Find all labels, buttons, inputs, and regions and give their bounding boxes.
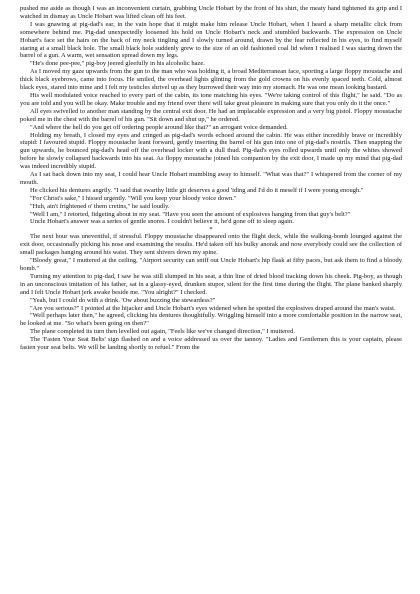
paragraph: The 'Fasten Your Seat Belts' sign flashed on and a voice addressed us over the tannoy. "Ladies and Gentlemen this is your captain, please fasten your seat belts. We will be landing shortly to refuel." From the	[20, 336, 402, 352]
paragraph: The plane completed its turn then levelled out again, "Feels like we've changed direction," I muttered.	[30, 328, 295, 336]
paragraph: "For Christ's sake," I hissed urgently. "Will you keep your bloody voice down."	[30, 194, 237, 202]
paragraph: "He's done pee-pee," pig-boy jeered gleefully in his alcoholic haze.	[30, 60, 205, 68]
paragraph: All eyes swivelled to another man standing by the central exit door. He had an implacable expression and a very big pistol. Floppy moustache poked me in the chest with the barrel of his gun. "Sit down and shut up," he ordered.	[20, 107, 402, 123]
paragraph: His well modulated voice reached to every part of the cabin, its tone matching his eyes. "We're taking control of this flight," he said. "Do as you are told and you will be okay. Make trouble and my friend over there will take great pleasure in making sure that you only do it the once."	[20, 91, 402, 107]
paragraph: Uncle Hobart's answer was a series of gentle snores. I couldn't believe it, he'd gone off to sleep again.	[30, 218, 294, 226]
paragraph: "Are you serious?" I pointed at the hijacker and Uncle Hobart's eyes widened when he spotted the explosives draped around the man's waist.	[30, 304, 396, 312]
paragraph: "Huh, ain't frightened o' them cretins," he said loudly.	[30, 202, 170, 210]
paragraph: "And where the hell do you get off ordering people around like that?" an arrogant voice demanded.	[30, 123, 288, 131]
section-break: *	[209, 226, 213, 234]
paragraph: pushed me aside as though I was an inconvenient curtain, grabbing Uncle Hobart by the front of his shirt, the meaty hand tightened its grip and I watched in dismay as Uncle Hobart was lifted clean off his feet.	[20, 5, 402, 20]
paragraph: As I sat back down into my seat, I could hear Uncle Hobart mumbling away to himself. "What was that?" I whispered from the corner of my mouth.	[20, 171, 402, 186]
paragraph: The next hour was uneventful, if stressful. Floppy moustache disappeared onto the flight deck, while the walking-bomb lounged against the exit door, occasionally picking his nose and examining the results. He'd taken off his bulky anorak and now everybody could see the collection of small packages hanging around his waist. They sent shivers down my spine.	[20, 233, 402, 257]
paragraph: "Yeah, but I could do with a drink. 'Ow about buzzing the stewardess?"	[30, 296, 216, 304]
paragraph: Turning my attention to pig-dad, I saw he was still slumped in his seat, a thin line of dried blood tracking down his cheek. Pig-boy, as though in an unconscious imitation of his father, sat in a glassy-eyed, drunken stupor, silent for the first time during the flight. The plane banked sharply and I felt Uncle Hobart jerk awake beside me. "You alright?" I checked.	[20, 272, 402, 296]
paragraph: Holding my breath, I closed my eyes and cringed as pig-dad's words echoed around the cabin. He was either incredibly brave or incredibly stupid: I favoured stupid. Floppy moustache leant forward, gently inserting the barrel of his gun into one of pig-dad's nostrils. Then snapping the gun upwards, he bounced pig-dad's head off the overhead locker with a dull thud. Pig-dad's eyes rolled upwards until only the whites showed before he slowly collapsed backwards into his seat. As floppy moustache joined his companion by the exit door, I made up my mind that pig-dad was indeed incredibly stupid.	[20, 131, 402, 171]
paragraph: "Well perhaps later then," he agreed, clicking his dentures thoughtfully. Wriggling himself into a more comfortable position in the narrow seat, he looked at me. "So what's been going on then?"	[20, 312, 402, 328]
paragraph: As I moved my gaze upwards from the gun to the man who was holding it, a broad Mediterranean face, sporting a large floppy moustache and thick black eyebrows, came into focus. He smiled, the overhead lights glinting from the gold crowns on his evenly spaced teeth. Cold, almost black eyes, stared into mine and I felt my testicles shrivel up as they burrowed their way into my stomach. He was one mean looking bastard.	[20, 68, 402, 92]
paragraph: "Well I am," I retorted, fidgeting about in my seat. "Have you seen the amount of explosives hanging from that guy's belt?"	[30, 210, 351, 218]
paragraph: I was gnawing at pig-dad's ear, in the vain hope that it might make him release Uncle Hobart, when I heard a sharp metallic click from somewhere behind me. Pig-dad unexpectedly loosened his hold on Uncle Hobart's neck and stumbled backwards. The expression on Uncle Hobart's face set the hairs on the back of my neck tingling and I slowly turned around, drawn by the fear reflected in his eyes, to find myself staring at a small black hole. The small black hole suddenly grew to the size of an old fashioned coal lid when I realised I was staring down the barrel of a gun. A warm, wet sensation spread down my legs.	[20, 20, 402, 60]
paragraph: "Bloody great," I muttered at the ceiling, "Airport security can sniff out Uncle Hobart's hip flask at fifty paces, but ask them to find a bloody bomb."	[20, 257, 402, 272]
paragraph: He clicked his dentures angrily. "I said that swarthy little git deserves a good 'iding and I'd do it meself if I were young enough."	[30, 186, 364, 194]
